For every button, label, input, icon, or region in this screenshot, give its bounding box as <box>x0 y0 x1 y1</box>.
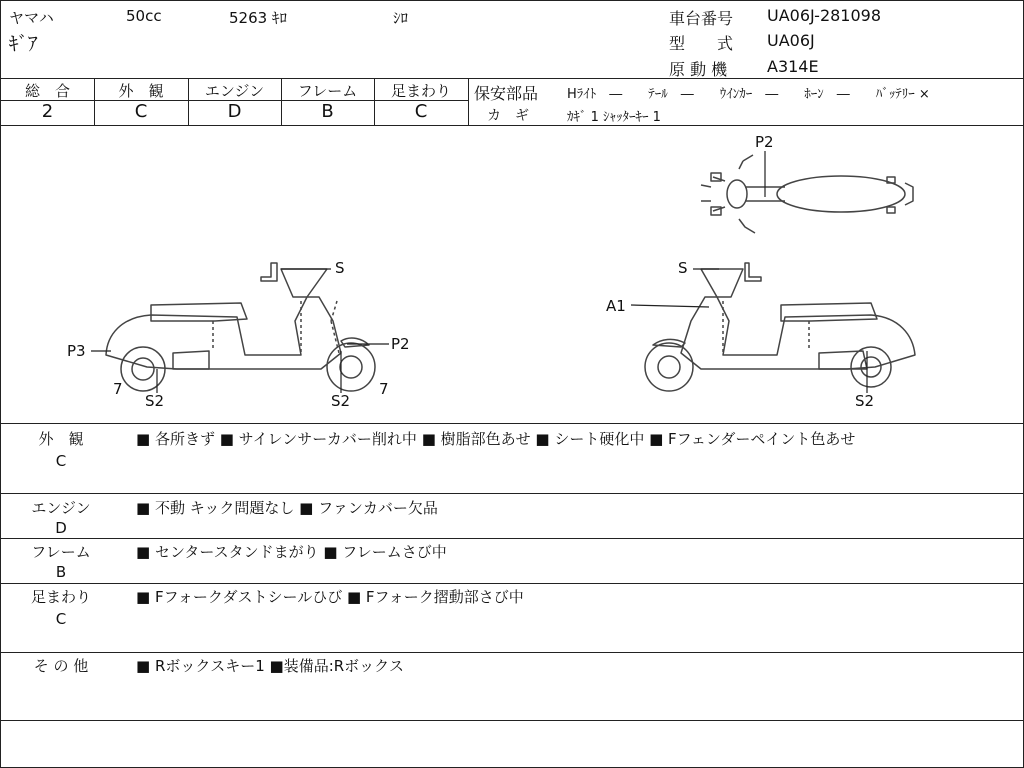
grade-exterior-value: C <box>134 101 148 122</box>
label-left-p3: P3 <box>67 342 86 360</box>
section-frame-grade: B <box>55 563 67 581</box>
mileage: 5263 ｷﾛ <box>229 9 287 27</box>
key-label: カ ギ <box>487 108 529 124</box>
grade-engine-label: エンジン <box>204 82 265 100</box>
label-right-a1: A1 <box>606 297 626 315</box>
frame-no-label: 車台番号 <box>669 9 734 28</box>
section-frame-label: フレーム <box>31 543 91 561</box>
label-right-s2: S2 <box>855 392 875 410</box>
engine-value: A314E <box>767 57 819 76</box>
section-exterior-text: ■ 各所きず ■ サイレンサーカバー削れ中 ■ 樹脂部色あせ ■ シート硬化中 ■ Fフェンダーペイント色あせ <box>136 430 856 448</box>
section-engine-text: ■ 不動 キック問題なし ■ ファンカバー欠品 <box>136 499 438 517</box>
grade-overall-label: 総 合 <box>24 82 70 100</box>
section-engine-grade: D <box>55 519 67 537</box>
section-other-label: そ の 他 <box>33 657 89 675</box>
type-value: UA06J <box>767 31 815 50</box>
grade-chassis-value: C <box>414 101 428 122</box>
section-other-text: ■ Rボックスキー1 ■装備品:Rボックス <box>136 657 405 675</box>
safety-items: Hﾗｲﾄ ― ﾃｰﾙ ― ｳｲﾝｶｰ ― ﾎｰﾝ ― ﾊﾞｯﾃﾘｰ × <box>567 87 930 102</box>
label-top-p2: P2 <box>755 133 774 151</box>
scooter-left-view <box>106 263 375 391</box>
label-left-s: S <box>335 259 345 277</box>
section-engine-label: エンジン <box>31 499 91 517</box>
key-value: ｶｷﾞ 1 ｼｬｯﾀｰｷｰ 1 <box>567 110 661 125</box>
label-left-s2a: S2 <box>145 392 165 410</box>
label-left-7a: 7 <box>113 380 123 398</box>
grade-engine-value: D <box>227 101 242 122</box>
section-exterior-grade: C <box>55 452 67 470</box>
grade-frame-label: フレーム <box>297 82 358 100</box>
label-right-s: S <box>678 259 688 277</box>
safety-label: 保安部品 <box>474 84 539 103</box>
frame-no: UA06J-281098 <box>767 6 882 25</box>
scooter-right-view <box>645 263 915 391</box>
label-left-p2: P2 <box>391 335 410 353</box>
engine-label: 原 動 機 <box>669 60 728 79</box>
grade-exterior-label: 外 観 <box>118 82 164 100</box>
section-exterior-label: 外 観 <box>38 430 84 448</box>
label-left-7b: 7 <box>379 380 389 398</box>
body-color: ｼﾛ <box>393 9 409 27</box>
section-chassis-text: ■ Fフォークダストシールひび ■ Fフォーク摺動部さび中 <box>136 588 524 606</box>
model-name: ｷﾞｱ <box>9 33 38 55</box>
section-chassis-label: 足まわり <box>30 588 91 606</box>
displacement: 50cc <box>126 7 162 25</box>
type-label: 型 式 <box>669 34 734 53</box>
section-frame-text: ■ センタースタンドまがり ■ フレームさび中 <box>136 543 447 561</box>
maker: ヤマハ <box>9 9 54 27</box>
grade-overall-value: 2 <box>41 101 54 122</box>
label-left-s2b: S2 <box>331 392 351 410</box>
grade-frame-value: B <box>321 101 334 122</box>
grade-chassis-label: 足まわり <box>390 82 451 100</box>
section-chassis-grade: C <box>55 610 67 628</box>
scooter-diagram <box>1 127 1023 423</box>
scooter-top-view <box>701 155 913 233</box>
